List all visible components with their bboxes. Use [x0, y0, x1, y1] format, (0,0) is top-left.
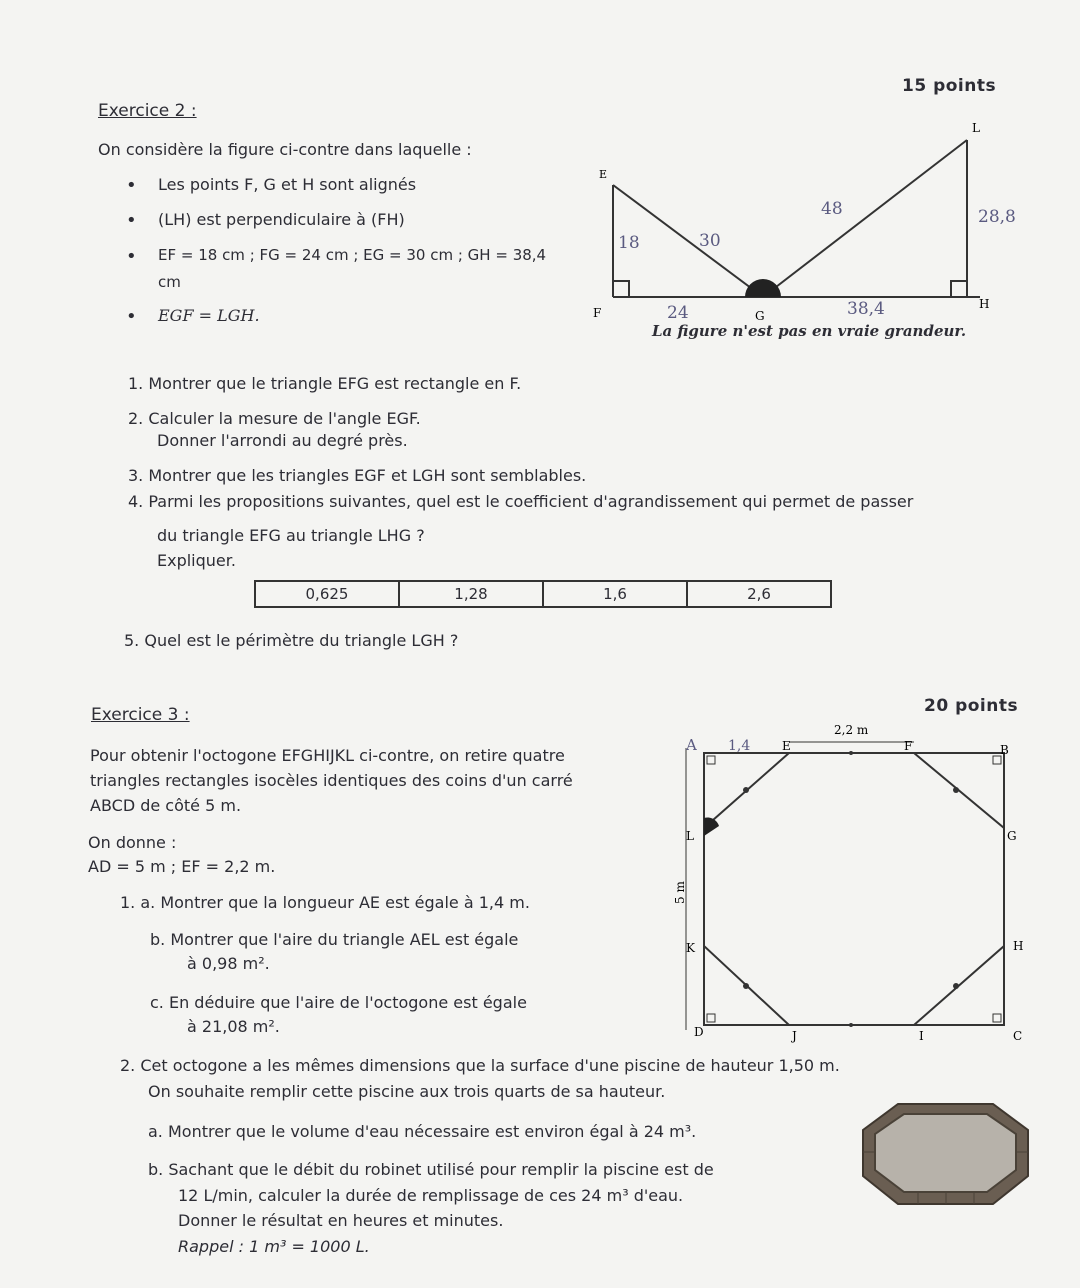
- ex3-points: 20 points: [924, 696, 1019, 716]
- octagon: [704, 753, 1004, 1025]
- label-b: B: [1000, 743, 1009, 757]
- ex3-q1c: c. En déduire que l'aire de l'octogone est égale: [150, 993, 527, 1012]
- choice-1: 0,625: [255, 581, 399, 607]
- ex2-q4: 4. Parmi les propositions suivantes, quel est le coefficient d'agrandissement qui permet de passer: [128, 492, 914, 511]
- right-angle-f: [613, 281, 629, 297]
- label-f: F: [904, 739, 913, 753]
- label-f: F: [593, 306, 602, 320]
- dim-side: 5 m: [673, 881, 687, 904]
- angle-marker-g: [745, 279, 781, 297]
- label-e: E: [599, 168, 608, 181]
- hand-lh: 28,8: [978, 207, 1016, 227]
- ex2-q4-cont: du triangle EFG au triangle LHG ?: [157, 526, 425, 545]
- ex2-intro: On considère la figure ci-contre dans laquelle :: [98, 140, 472, 159]
- ex2-bullet-4: • EGF = LGH.: [158, 306, 260, 325]
- ex3-title: Exercice 3 :: [91, 705, 190, 725]
- label-e: E: [782, 739, 791, 753]
- ex2-bullet-1: • Les points F, G et H sont alignés: [158, 175, 416, 194]
- ex3-q2a: a. Montrer que le volume d'eau nécessaire est environ égal à 24 m³.: [148, 1122, 697, 1141]
- choice-4: 2,6: [687, 581, 831, 607]
- dim-top: 2,2 m: [834, 723, 869, 737]
- hand-gh: 38,4: [847, 299, 885, 319]
- ex3-q2b-cont-2: Donner le résultat en heures et minutes.: [178, 1211, 504, 1230]
- label-j: J: [792, 1029, 797, 1043]
- ex2-q4-explain: Expliquer.: [157, 551, 236, 570]
- label-a: A: [686, 736, 697, 754]
- ex3-given-2: AD = 5 m ; EF = 2,2 m.: [88, 857, 276, 876]
- hand-ef: 18: [618, 233, 640, 253]
- ex2-q2-cont: Donner l'arrondi au degré près.: [157, 431, 408, 450]
- right-angle-h: [951, 281, 967, 297]
- ex2-q3: 3. Montrer que les triangles EGF et LGH sont semblables.: [128, 466, 587, 485]
- ex3-q1c-cont: à 21,08 m².: [187, 1017, 280, 1036]
- label-h: H: [1013, 939, 1024, 953]
- ex3-figure: [664, 718, 1044, 1048]
- label-k: K: [686, 941, 695, 955]
- label-i: I: [919, 1029, 924, 1043]
- label-h: H: [979, 297, 990, 311]
- hand-fg: 24: [667, 303, 689, 320]
- ex2-points: 15 points: [902, 76, 997, 96]
- ex3-given-1: On donne :: [88, 833, 177, 852]
- ex2-title: Exercice 2 :: [98, 101, 197, 121]
- ex3-reminder: Rappel : 1 m³ = 1000 L.: [178, 1237, 370, 1256]
- choice-2: 1,28: [399, 581, 543, 607]
- ex3-q2b: b. Sachant que le débit du robinet utilisé pour remplir la piscine est de: [148, 1160, 714, 1179]
- ex3-q2-cont: On souhaite remplir cette piscine aux trois quarts de sa hauteur.: [148, 1082, 666, 1101]
- ex3-intro-3: ABCD de côté 5 m.: [90, 796, 242, 815]
- ex2-q1: 1. Montrer que le triangle EFG est rectangle en F.: [128, 374, 522, 393]
- choices-table: [254, 580, 832, 608]
- ex3-q2: 2. Cet octogone a les mêmes dimensions que la surface d'une piscine de hauteur 1,50 m.: [120, 1056, 840, 1075]
- label-l: L: [972, 121, 980, 135]
- ex2-figure: [585, 110, 1055, 320]
- ex3-intro-1: Pour obtenir l'octogone EFGHIJKL ci-contre, on retire quatre: [90, 746, 565, 765]
- ex2-q5: 5. Quel est le périmètre du triangle LGH ?: [124, 631, 459, 650]
- label-l: L: [686, 829, 694, 843]
- ex3-q1a: 1. a. Montrer que la longueur AE est égale à 1,4 m.: [120, 893, 530, 912]
- ex2-bullet-3-cont: cm: [158, 273, 181, 291]
- ex3-q2b-cont-1: 12 L/min, calculer la durée de remplissage de ces 24 m³ d'eau.: [178, 1186, 684, 1205]
- ex2-bullet-3: • EF = 18 cm ; FG = 24 cm ; EG = 30 cm ; GH = 38,4: [158, 246, 546, 264]
- pool-image: [858, 1100, 1033, 1210]
- ex3-intro-2: triangles rectangles isocèles identiques des coins d'un carré: [90, 771, 573, 790]
- hand-gl: 48: [821, 199, 843, 219]
- hand-ae: 1,4: [728, 738, 751, 754]
- ex2-figure-caption: La figure n'est pas en vraie grandeur.: [652, 322, 967, 340]
- label-g: G: [1007, 829, 1017, 843]
- ex2-q2: 2. Calculer la mesure de l'angle EGF.: [128, 409, 421, 428]
- ex3-q1b: b. Montrer que l'aire du triangle AEL est égale: [150, 930, 519, 949]
- hand-eg: 30: [699, 231, 721, 251]
- label-c: C: [1013, 1029, 1023, 1043]
- ex2-bullet-2: • (LH) est perpendiculaire à (FH): [158, 210, 405, 229]
- ex3-q1b-cont: à 0,98 m².: [187, 954, 270, 973]
- segment-gl: [763, 140, 967, 297]
- choice-3: 1,6: [543, 581, 687, 607]
- label-d: D: [694, 1025, 704, 1039]
- label-g: G: [755, 309, 765, 320]
